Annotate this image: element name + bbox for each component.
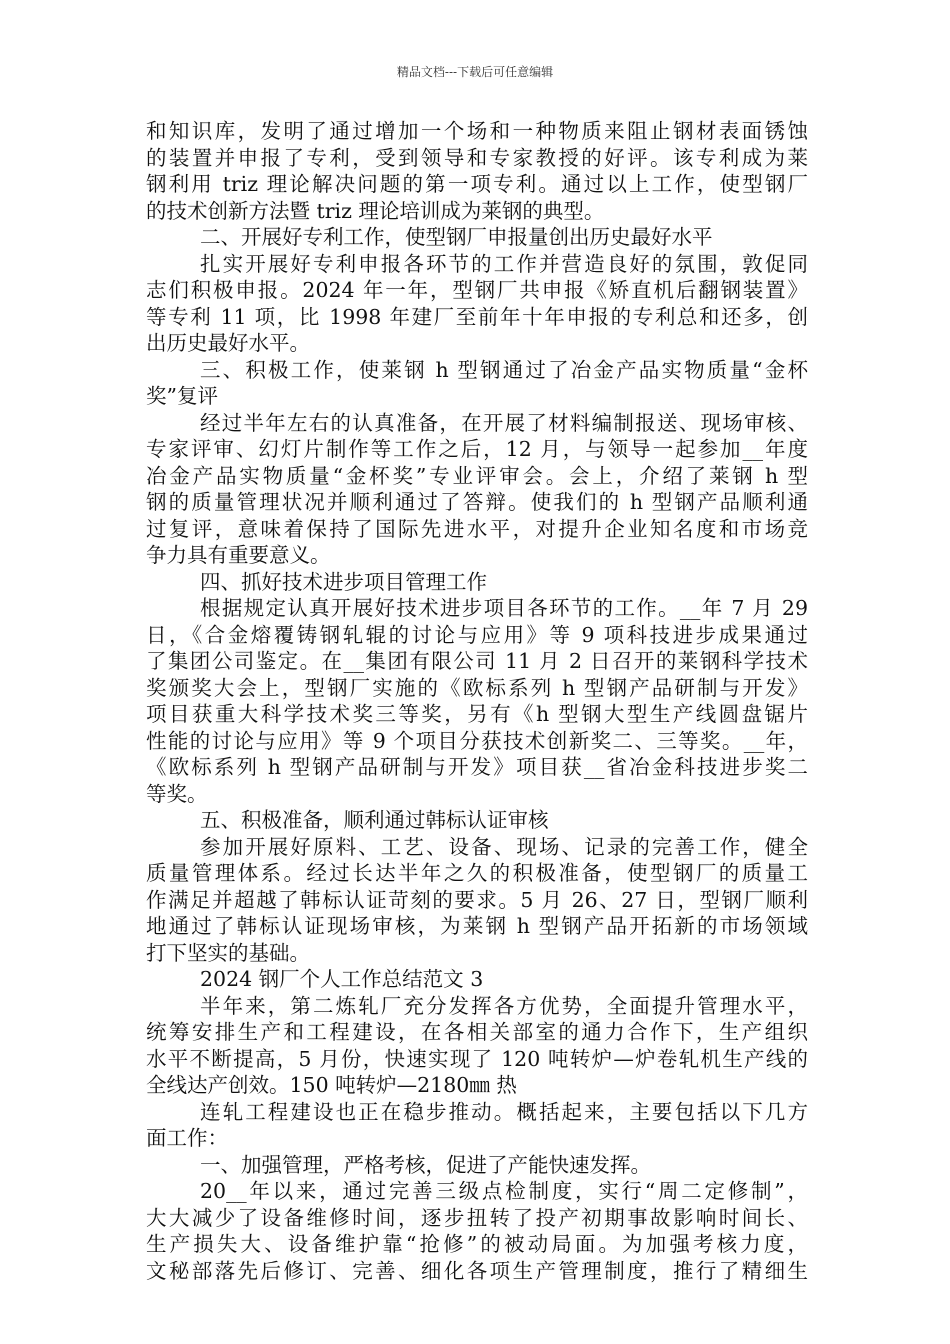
text-line: 五、积极准备，顺利通过韩标认证审核 — [200, 808, 549, 832]
text-line: 奖颁奖大会上，型钢厂实施的《欧标系列 h 型钢产品研制与开发》 — [146, 675, 808, 700]
text-line: 地通过了韩标认证现场审核，为莱钢 h 型钢产品开拓新的市场领域 — [146, 914, 808, 938]
text-line: 志们积极申报。2024 年一年，型钢厂共申报《矫直机后翻钢装置》 — [146, 278, 808, 302]
text-line: 等奖。 — [146, 781, 208, 806]
text-line: 钢的质量管理状况并顺利通过了答辩。使我们的 h 型钢产品顺利通 — [146, 490, 808, 514]
text-line: 一、加强管理，严格考核，促进了产能快速发挥。 — [200, 1152, 651, 1177]
text-line: 日，《合金熔覆铸钢轧辊的讨论与应用》等 9 项科技进步成果通过 — [146, 622, 808, 647]
text-line: 四、抓好技术进步项目管理工作 — [200, 569, 487, 594]
text-line: 的技术创新方法暨 triz 理论培训成为莱钢的典型。 — [146, 198, 605, 223]
text-line: 项目获重大科学技术奖三等奖，另有《h 型钢大型生产线圆盘锯片 — [146, 702, 808, 726]
text-line: 二、开展好专利工作，使型钢厂申报量创出历史最好水平 — [200, 225, 713, 249]
text-line: 生产损失大、设备维护靠“抢修”的被动局面。为加强考核力度， — [146, 1232, 808, 1256]
text-line: 奖”复评 — [146, 384, 218, 408]
text-line: 的装置并申报了专利，受到领导和专家教授的好评。该专利成为莱 — [146, 145, 808, 170]
text-line: 连轧工程建设也正在稳步推动。概括起来，主要包括以下几方 — [200, 1099, 808, 1124]
text-line: 过复评，意味着保持了国际先进水平，对提升企业知名度和市场竞 — [146, 516, 808, 541]
text-line: 质量管理体系。经过长达半年之久的积极准备，使型钢厂的质量工 — [146, 861, 808, 885]
text-line: 半年来，第二炼轧厂充分发挥各方优势，全面提升管理水平， — [200, 993, 808, 1018]
text-line: 争力具有重要意义。 — [146, 543, 331, 567]
text-line: 水平不断提高，5 月份，快速实现了 120 吨转炉—炉卷轧机生产线的 — [146, 1046, 808, 1071]
text-line: 冶金产品实物质量“金杯奖”专业评审会。会上，介绍了莱钢 h 型 — [146, 463, 808, 488]
text-line: 等专利 11 项，比 1998 年建厂至前年十年申报的专利总和还多，创 — [146, 304, 808, 329]
text-line: 扎实开展好专利申报各环节的工作并营造良好的氛围，敦促同 — [200, 251, 808, 276]
text-line: 性能的讨论与应用》等 9 个项目分获技术创新奖二、三等奖。__年， — [146, 728, 808, 753]
text-line: 了集团公司鉴定。在__集团有限公司 11 月 2 日召开的莱钢科学技术 — [146, 649, 808, 673]
text-line: 面工作： — [146, 1126, 228, 1150]
text-line: 和知识库，发明了通过增加一个场和一种物质来阻止钢材表面锈蚀 — [146, 119, 808, 143]
text-line: 经过半年左右的认真准备，在开展了材料编制报送、现场审核、 — [200, 410, 808, 435]
text-line: 打下坚实的基础。 — [146, 940, 310, 965]
text-line: 出历史最好水平。 — [146, 331, 310, 355]
text-line: 作满足并超越了韩标认证苛刻的要求。5 月 26、27 日，型钢厂顺利 — [146, 887, 808, 912]
text-line: 大大减少了设备维修时间，逐步扭转了投产初期事故影响时间长、 — [146, 1205, 808, 1230]
text-line: 20__年以来，通过完善三级点检制度，实行“周二定修制”， — [200, 1179, 808, 1203]
text-line: 钢利用 triz 理论解决问题的第一项专利。通过以上工作，使型钢厂 — [146, 172, 808, 196]
text-line: 《欧标系列 h 型钢产品研制与开发》项目获__省冶金科技进步奖二 — [146, 755, 808, 779]
body-text — [146, 118, 808, 1284]
text-line: 文秘部落先后修订、完善、细化各项生产管理制度，推行了精细生 — [146, 1258, 808, 1283]
text-line: 专家评审、幻灯片制作等工作之后，12 月，与领导一起参加__年度 — [146, 437, 808, 461]
text-line: 参加开展好原料、工艺、设备、现场、记录的完善工作，健全 — [200, 834, 808, 859]
text-line: 2024 钢厂个人工作总结范文 3 — [200, 967, 484, 991]
text-line: 全线达产创效。150 吨转炉—2180㎜ 热 — [146, 1073, 517, 1097]
text-line: 统筹安排生产和工程建设，在各相关部室的通力合作下，生产组织 — [146, 1020, 808, 1044]
text-line: 三、积极工作，使莱钢 h 型钢通过了冶金产品实物质量“金杯 — [200, 357, 808, 382]
header-note: 精品文档---下载后可任意编辑 — [396, 65, 554, 79]
text-line: 根据规定认真开展好技术进步项目各环节的工作。__年 7 月 29 — [200, 596, 808, 620]
